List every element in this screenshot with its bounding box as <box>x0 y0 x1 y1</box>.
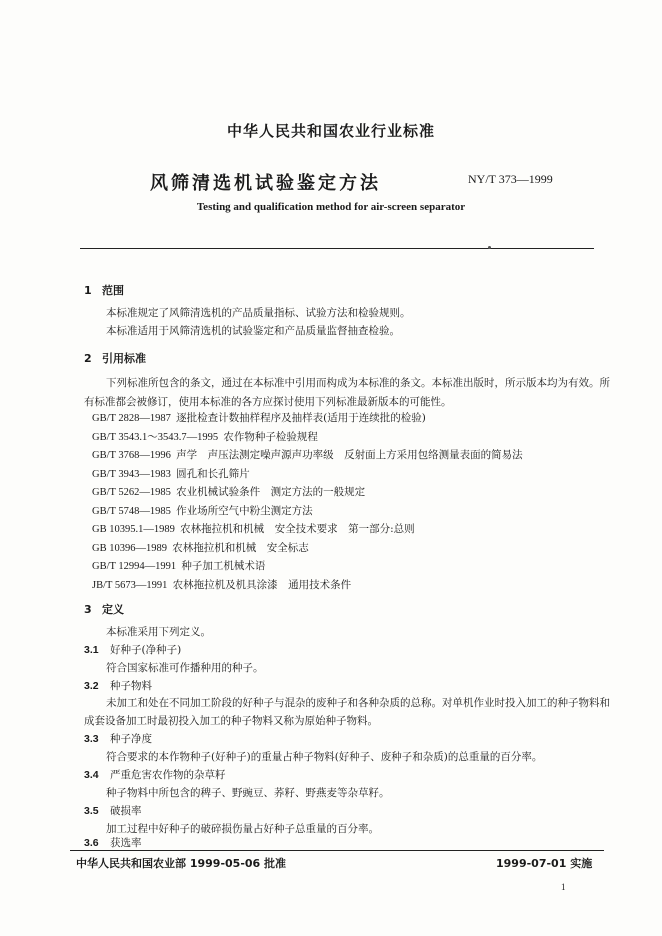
section-1-line-1: 本标准规定了风筛清选机的产品质量指标、试验方法和检验规则。 <box>106 307 411 319</box>
footer-rule <box>70 850 604 851</box>
standard-title-cn: 风筛清选机试验鉴定方法 <box>150 173 381 194</box>
definition-term: 破损率 <box>110 805 142 817</box>
section-1-line-2: 本标准适用于风筛清选机的试验鉴定和产品质量监督抽查检验。 <box>106 325 400 337</box>
definition-term: 获选率 <box>110 837 142 849</box>
section-title: 定义 <box>102 603 124 616</box>
section-number: 1 <box>84 284 92 297</box>
ministry-header: 中华人民共和国农业行业标准 <box>226 122 435 140</box>
definition-term: 严重危害农作物的杂草籽 <box>110 769 226 781</box>
reference-title: 种子加工机械术语 <box>181 560 266 572</box>
header-rule <box>80 248 594 249</box>
definition-number: 3.5 <box>84 805 99 817</box>
reference-item <box>92 484 365 499</box>
definition-term: 好种子(净种子) <box>110 644 182 656</box>
reference-item <box>92 577 351 592</box>
definition-term: 种子净度 <box>110 733 152 745</box>
section-number: 3 <box>84 603 92 616</box>
reference-title: 农林拖拉机和机械 安全标志 <box>172 541 309 554</box>
definition-3-5-text: 加工过程中好种子的破碎损伤量占好种子总重量的百分率。 <box>106 823 379 835</box>
reference-title: 农作物种子检验规程 <box>223 430 318 443</box>
definition-number: 3.2 <box>84 680 99 692</box>
reference-item <box>92 429 318 444</box>
reference-title: 农业机械试验条件 测定方法的一般规定 <box>176 486 366 498</box>
section-3-intro: 本标准采用下列定义。 <box>106 626 211 638</box>
scan-speck <box>488 246 491 249</box>
section-title: 范围 <box>102 284 124 297</box>
definition-3-6 <box>84 835 142 850</box>
reference-code: GB/T 3543.1～3543.7—1995 <box>92 431 219 443</box>
reference-item <box>92 410 426 425</box>
definition-number: 3.6 <box>84 837 99 849</box>
definition-3-4-text: 种子物料中所包含的稗子、野豌豆、荞籽、野燕麦等杂草籽。 <box>106 787 390 799</box>
section-3-heading <box>84 601 124 617</box>
standard-number: NY/T 373—1999 <box>468 172 553 186</box>
effective-date: 1999-07-01 实施 <box>496 857 593 870</box>
approval-date: 中华人民共和国农业部 1999-05-06 批准 <box>76 857 287 870</box>
reference-code: GB/T 3768—1996 <box>92 450 171 461</box>
section-2-intro: 下列标准所包含的条文，通过在本标准中引用而构成为本标准的条文。本标准出版时，所示版本均为有效。所有标准都会被修订，使用本标准的各方应探讨使用下列标准最新版本的可能性。 <box>84 377 610 408</box>
definition-3-1-text: 符合国家标准可作播种用的种子。 <box>106 662 264 674</box>
definition-3-2 <box>84 678 152 693</box>
definition-3-3-text: 符合要求的本作物种子(好种子)的重量占种子物料(好种子、废种子和杂质)的总重量的百分率。 <box>106 751 543 763</box>
reference-item <box>92 558 265 573</box>
reference-title: 声学 声压法测定噪声源声功率级 反射面上方采用包络测量表面的简易法 <box>176 449 523 461</box>
section-1-heading <box>84 282 124 298</box>
definition-number: 3.1 <box>84 644 99 656</box>
definition-3-5 <box>84 803 142 818</box>
reference-title: 农林拖拉机和机械 安全技术要求 第一部分:总则 <box>180 523 415 535</box>
reference-title: 逐批检查计数抽样程序及抽样表(适用于连续批的检验) <box>176 412 426 424</box>
reference-item <box>92 447 523 462</box>
reference-code: GB 10395.1—1989 <box>92 524 175 535</box>
section-number: 2 <box>84 352 92 365</box>
reference-code: GB 10396—1989 <box>92 542 167 554</box>
reference-code: GB/T 2828—1987 <box>92 413 171 424</box>
reference-item <box>92 503 313 518</box>
reference-item <box>92 521 415 536</box>
definition-number: 3.4 <box>84 769 99 781</box>
definition-term: 种子物料 <box>110 680 152 692</box>
reference-code: JB/T 5673—1991 <box>92 579 168 591</box>
section-title: 引用标准 <box>102 352 146 365</box>
reference-title: 圆孔和长孔筛片 <box>176 467 250 480</box>
definition-3-2-text: 未加工和处在不同加工阶段的好种子与混杂的废种子和各种杂质的总称。对单机作业时投入加工的种子物料和成套设备加工时最初投入加工的种子物料又称为原始种子物料。 <box>84 697 610 727</box>
reference-item <box>92 466 250 481</box>
standard-title-en: Testing and qualification method for air-screen separator <box>196 201 466 213</box>
page-number: 1 <box>561 882 566 892</box>
definition-3-3 <box>84 731 152 746</box>
section-2-heading <box>84 350 146 366</box>
reference-title: 农林拖拉机及机具涂漆 通用技术条件 <box>172 578 352 591</box>
reference-title: 作业场所空气中粉尘测定方法 <box>176 504 313 517</box>
reference-code: GB/T 5748—1985 <box>92 505 171 517</box>
reference-code: GB/T 12994—1991 <box>92 561 177 572</box>
reference-code: GB/T 3943—1983 <box>92 468 171 480</box>
reference-code: GB/T 5262—1985 <box>92 487 171 498</box>
definition-3-4 <box>84 767 226 782</box>
definition-3-1 <box>84 642 181 657</box>
definition-number: 3.3 <box>84 733 99 745</box>
reference-item <box>92 540 309 555</box>
